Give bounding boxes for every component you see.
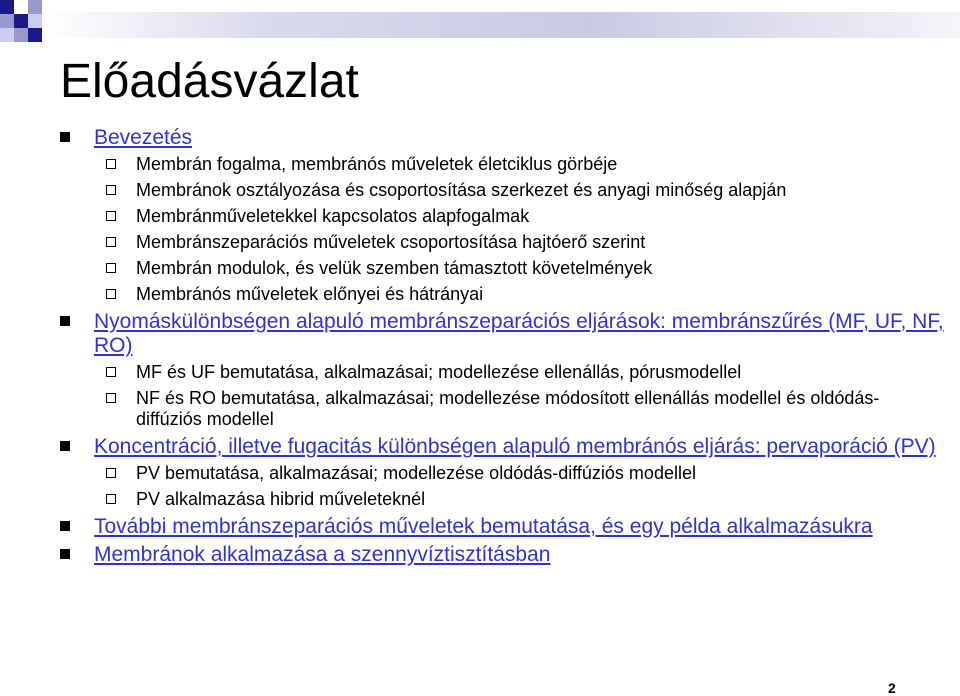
list-item-text: PV bemutatása, alkalmazásai; modellezése oldódás-diffúziós modellel [136,463,696,483]
hollow-square-bullet-icon [106,494,116,504]
list-item [0,463,960,484]
list-item [0,489,960,510]
page-number: 2 [888,680,896,696]
list-item-text: Membránós műveletek előnyei és hátrányai [136,284,484,304]
outline-list [0,126,960,571]
section-heading[interactable] [0,126,960,150]
list-item [0,180,960,201]
list-item-text: Membrán modulok, és velük szemben támasztott követelmények [136,258,653,278]
list-item-text: MF és UF bemutatása, alkalmazásai; modellezése ellenállás, pórusmodellel [136,362,742,382]
list-item [0,258,960,279]
list-item [0,362,960,383]
square-bullet-icon [60,441,70,451]
section-heading[interactable] [0,543,960,567]
square-bullet-icon [60,316,70,326]
square-bullet-icon [60,549,70,559]
list-item [0,284,960,305]
list-item [0,206,960,227]
list-item-text: Membránszeparációs műveletek csoportosítása hajtóerő szerint [136,232,646,252]
list-item-text: NF és RO bemutatása, alkalmazásai; modellezése módosított ellenállás modellel és oldódás-diffúziós modellel [136,388,880,429]
hollow-square-bullet-icon [106,159,116,169]
section-label[interactable]: Membránok alkalmazása a szennyvíztisztításban [94,543,551,566]
section-heading[interactable] [0,435,960,459]
section-heading[interactable] [0,515,960,539]
hollow-square-bullet-icon [106,237,116,247]
section-label[interactable]: Bevezetés [94,126,193,149]
section-label[interactable]: Nyomáskülönbségen alapuló membránszeparációs eljárások: membránszűrés (MF, UF, NF, RO) [94,310,944,357]
section-label[interactable]: Koncentráció, illetve fugacitás különbségen alapuló membránós eljárás: pervaporáció (PV) [94,435,936,458]
hollow-square-bullet-icon [106,185,116,195]
list-item [0,388,960,430]
header-decoration [0,0,960,44]
hollow-square-bullet-icon [106,393,116,403]
list-item-text: Membránműveletekkel kapcsolatos alapfogalmak [136,206,530,226]
square-bullet-icon [60,521,70,531]
list-item [0,232,960,253]
list-item-text: Membránok osztályozása és csoportosítása szerkezet és anyagi minőség alapján [136,180,787,200]
hollow-square-bullet-icon [106,289,116,299]
list-item-text: Membrán fogalma, membránós műveletek életciklus görbéje [136,154,618,174]
list-item [0,154,960,175]
hollow-square-bullet-icon [106,263,116,273]
square-bullet-icon [60,132,70,142]
section-label[interactable]: További membránszeparációs műveletek bemutatása, és egy példa alkalmazásukra [94,515,873,538]
section-heading[interactable] [0,310,960,358]
header-gradient-graphic [0,0,960,44]
hollow-square-bullet-icon [106,468,116,478]
hollow-square-bullet-icon [106,211,116,221]
list-item-text: PV alkalmazása hibrid műveleteknél [136,489,426,509]
page-title: Előadásvázlat [60,55,359,108]
hollow-square-bullet-icon [106,367,116,377]
